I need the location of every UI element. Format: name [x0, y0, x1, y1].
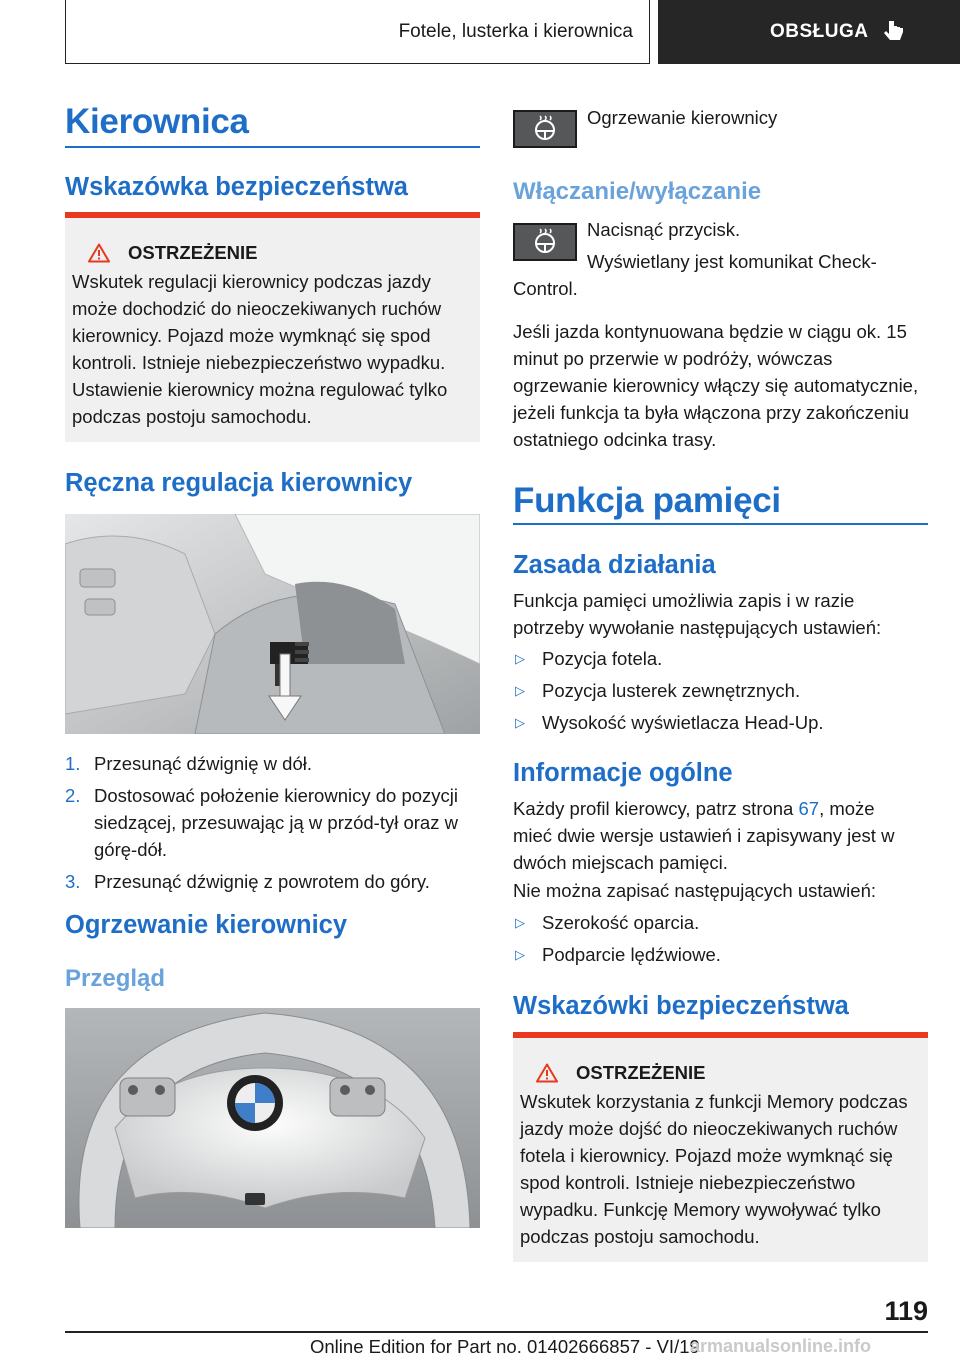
heading-on-off: Włączanie/wyłączanie [513, 178, 762, 205]
general-text: Każdy profil kierowcy, patrz strona 67, może mieć dwie wersje ustawień i zapisywany jest w dwóch miejscach pamięci. [513, 798, 895, 873]
footer-rule [65, 1331, 928, 1333]
list-item: ▷ Wysokość wyświetlacza Head-Up. [513, 709, 928, 736]
heading-principle: Zasada działania [513, 551, 716, 579]
bullet-triangle-icon: ▷ [515, 683, 525, 698]
memory-rule [513, 523, 928, 525]
principle-list [513, 645, 928, 741]
steering-wheel-illustration [65, 1008, 480, 1228]
steps-list [65, 750, 480, 895]
warning-label: OSTRZEŻENIE [576, 1062, 706, 1083]
warning-label: OSTRZEŻENIE [128, 242, 258, 263]
not-saved-text: Nie można zapisać następujących ustawień: [513, 880, 876, 901]
title-rule [65, 146, 480, 148]
heating-button-label: Ogrzewanie kierownicy [587, 107, 778, 128]
title-steering-wheel: Kierownica [65, 102, 249, 141]
edition-text: Online Edition for Part no. 01402666857 - VI/19 [310, 1336, 700, 1357]
heated-steering-wheel-icon [530, 114, 560, 144]
press-button-text: Nacisnąć przycisk. [587, 219, 741, 240]
warning-box-steering [65, 212, 480, 442]
page-number: 119 [884, 1296, 928, 1326]
watermark: armanualsonline.info [690, 1336, 872, 1356]
step-number: 1. [65, 753, 81, 774]
heading-heating: Ogrzewanie kierownicy [65, 911, 348, 939]
bullet-triangle-icon: ▷ [515, 715, 525, 730]
heading-safety: Wskazówka bezpieczeństwa [65, 173, 408, 201]
not-saved-list [513, 909, 928, 973]
bullet-triangle-icon: ▷ [515, 915, 525, 930]
header-section [65, 0, 650, 64]
heading-overview: Przegląd [65, 965, 166, 992]
heating-button-image [513, 110, 577, 148]
step-text: Dostosować położenie kierownicy do pozycji siedzącej, przesuwając ją w przód-tył oraz w górę-dół. [94, 785, 459, 860]
hand-pointer-icon [883, 19, 905, 45]
heading-manual-adjust: Ręczna regulacja kierownicy [65, 469, 413, 497]
list-item: ▷ Szerokość oparcia. [513, 909, 928, 936]
header-chapter-title: OBSŁUGA [770, 21, 869, 42]
step-number: 3. [65, 871, 81, 892]
warning-triangle-icon [88, 243, 110, 263]
bullet-triangle-icon: ▷ [515, 651, 525, 666]
principle-text: Funkcja pamięci umożliwia zapis i w razie potrzeby wywołanie następujących ustawień: [513, 590, 882, 638]
title-memory: Funkcja pamięci [513, 481, 781, 520]
list-item: ▷ Pozycja fotela. [513, 645, 928, 672]
heading-general: Informacje ogólne [513, 759, 733, 787]
bullet-triangle-icon: ▷ [515, 947, 525, 962]
list-item [65, 750, 480, 777]
list-item: ▷ Podparcie lędźwiowe. [513, 941, 928, 968]
steering-column-illustration [65, 514, 480, 734]
list-item [65, 868, 480, 895]
auto-heating-text: Jeśli jazda kontynuowana będzie w ciągu ok. 15 minut po przerwie w podróży, wówczas ogrzewanie kierownicy włączy się automatycznie, jeżeli funkcja ta była włączona przy zakończeniu ostatniego odcinka trasy. [513, 321, 919, 450]
warning-text: Wskutek regulacji kierownicy podczas jazdy może dochodzić do nieoczekiwanych ruchów kierownicy. Pojazd może wymknąć się spod kontroli. Istnieje niebezpieczeństwo wypadku. Ustawienie kierownicy można regulować tylko podczas postoju samochodu. [72, 271, 448, 427]
step-text: Przesunąć dźwignię w dół. [94, 753, 312, 774]
list-item [65, 782, 480, 863]
warning-box-memory [513, 1032, 928, 1262]
heading-safety-2: Wskazówki bezpieczeństwa [513, 992, 849, 1020]
steering-wheel-image [65, 1008, 480, 1228]
step-number: 2. [65, 785, 81, 806]
header-section-title: Fotele, lusterka i kierownica [398, 20, 633, 42]
steering-lever-image [65, 514, 480, 734]
check-control-text: Wyświetlany jest komunikat Check-Control. [513, 251, 877, 299]
warning-triangle-icon [536, 1063, 558, 1083]
step-text: Przesunąć dźwignię z powrotem do góry. [94, 871, 430, 892]
warning-title [520, 1062, 920, 1084]
list-item: ▷ Pozycja lusterek zewnętrznych. [513, 677, 928, 704]
warning-text: Wskutek korzystania z funkcji Memory podczas jazdy może dojść do nieoczekiwanych ruchów fotela i kierownicy. Pojazd może wymknąć się spod kontroli. Istnieje niebezpieczeństwo wypadku. Funkcję Memory wywoływać tylko podczas postoju samochodu. [520, 1091, 908, 1247]
page-link[interactable]: 67 [798, 798, 820, 819]
header-chapter [658, 0, 960, 64]
warning-title [72, 242, 472, 264]
